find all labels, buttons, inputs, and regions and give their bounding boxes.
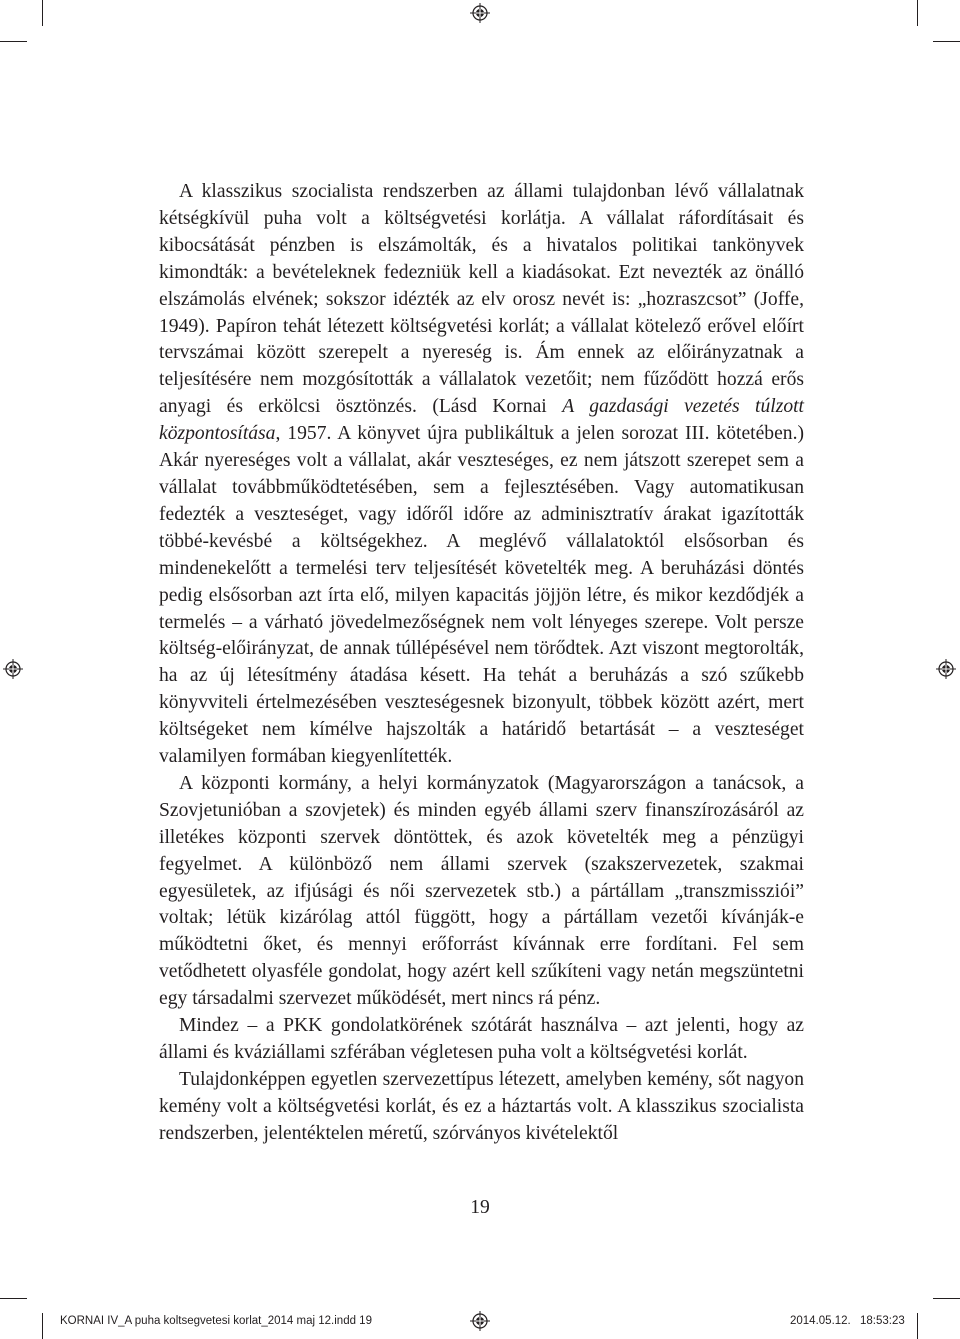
registration-mark-top-icon — [470, 3, 490, 23]
paragraph-1-run-1: A klasszikus szocialista rendszerben az állami tulajdonban lévő vállalatnak kétségkívül puha volt a költségvetési korlátja. A vállalat ráfordításait és kibocsátását pénzben is elszámolták, és a hivatalos politikai tankönyvek kimondták: a bevételeknek fedezniük kell a kiadásokat. Ezt nevezték az önálló elszámolás elvének; sokszor idézték az elv orosz nevét is: „hozraszcsot” (Joffe, 1949). Papíron tehát létezett költségvetési korlát; a vállalat kötelező erővel előírt tervszámai között szerepelt a nyereség is. Ám ennek az előirányzatnak a teljesítésére nem mozgósították a vállalatok vezetőit; nem fűződött hozzá erős anyagi és erkölcsi ösztönzés. (Lásd Kornai — [159, 181, 804, 418]
registration-mark-right-icon — [936, 659, 956, 679]
book-title-italic: A gazdasági vezetés túlzott központosítása — [159, 396, 805, 445]
crop-mark-top-right — [933, 41, 960, 42]
registration-mark-bottom-icon — [470, 1311, 490, 1331]
paragraph-4-text: Tulajdonképpen egyetlen szervezettípus létezett, amelyben kemény, sőt nagyon kemény volt a költségvetési korlát, és ez a háztartás volt. A klasszikus szocialista rendszerben, jelentéktelen méretű, szórványos kivételektől — [159, 1068, 804, 1144]
page-number: 19 — [470, 1197, 490, 1218]
crop-mark-bottom-right — [933, 1298, 960, 1299]
slug-time: 18:53:23 — [860, 1315, 905, 1327]
crop-mark-bottom-right-vertical — [917, 1313, 918, 1339]
paragraph-1 — [159, 179, 804, 771]
slug-date: 2014.05.12. — [790, 1315, 851, 1327]
paragraph-1-run-3: , 1957. A könyvet újra publikáltuk a jelen sorozat III. kötetében.) Akár nyereséges volt a vállalat, akár veszteséges, ez nem játszott szerepet sem a vállalat továbbműködtetésében, sem a fejlesztésében. Vagy automatikusan fedezték a veszteséget, vagy időről időre az adminisztratív árakat igazították többé-kevésbé a költségekhez. A meglévő vállalatoktól elsősorban és mindenekelőtt a termelési terv teljesítését követelték meg. A beruházási döntés pedig elsősorban azt írta elő, milyen kapacitás jöjjön létre, és mikor kezdődjék a termelés – a várható jövedelmezőségnek nem volt lényeges szerepe. Volt persze költség-előirányzat, de annak túllépésével nem törődtek. Azt viszont megtorolták, ha az új létesítmény átadása késett. Ha tehát a beruházás a szó szűkebb könyvviteli értelmezésében veszteségesnek bizonyult, többek között azért, mert költségeket nem kímélve hajszolták a határidő betartását – a veszteséget valamilyen formában kiegyenlítették. — [159, 423, 804, 768]
paragraph-4 — [159, 1067, 804, 1148]
crop-mark-bottom-left-vertical — [42, 1313, 43, 1339]
crop-mark-bottom-left — [0, 1298, 27, 1299]
body-text — [159, 179, 804, 1148]
paragraph-2-text: A központi kormány, a helyi kormányzatok (Magyarországon a tanácsok, a Szovjetunióban a szovjetek) és minden egyéb állami szerv finanszírozásáról az illetékes központi szervek döntöttek, és azok követelték meg a pénzügyi fegyelmet. A különböző nem állami szervek (szakszervezetek, szakmai egyesületek, az ifjúsági és női szervezetek stb.) a pártállam „transzmissziói” voltak; létük kizárólag attól függött, hogy a pártállam vezetői kívánják-e működtetni őket, és mennyi erőforrást kívánnak erre fordítani. Fel sem vetődhetett olyasféle gondolat, hogy azért kell szűkíteni vagy netán megszüntetni egy társadalmi szervezet működését, mert nincs rá pénz. — [159, 772, 804, 1010]
crop-mark-top-left-vertical — [42, 0, 43, 26]
paragraph-2 — [159, 771, 804, 1013]
registration-mark-left-icon — [3, 659, 23, 679]
paragraph-3-text: Mindez – a PKK gondolatkörének szótárát használva – azt jelenti, hogy az állami és kváziállami szférában végletesen puha volt a költségvetési korlát. — [159, 1015, 804, 1063]
slug-filename: KORNAI IV_A puha koltsegvetesi korlat_2014 maj 12.indd 19 — [60, 1315, 372, 1327]
crop-mark-top-left — [0, 41, 27, 42]
crop-mark-top-right-vertical — [917, 0, 918, 26]
paragraph-3 — [159, 1013, 804, 1067]
